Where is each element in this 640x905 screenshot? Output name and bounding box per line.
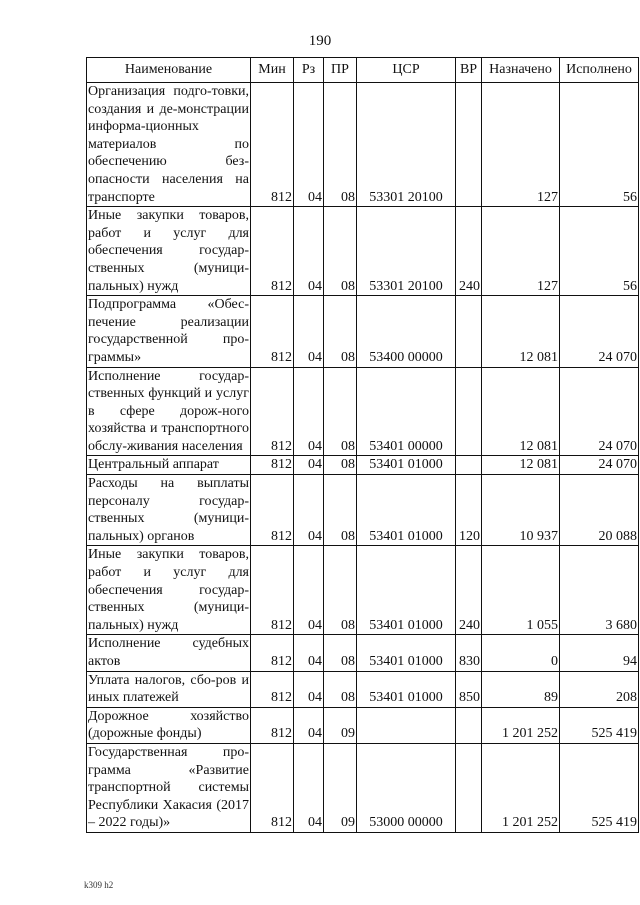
cell-min: 812 [251,296,294,367]
cell-assigned: 127 [482,83,560,207]
cell-pr: 08 [324,367,357,456]
cell-vr: 240 [456,207,482,296]
cell-min: 812 [251,207,294,296]
cell-assigned: 89 [482,671,560,707]
cell-executed: 525 419 [560,743,639,832]
cell-vr: 850 [456,671,482,707]
header-executed: Исполнено [560,58,639,83]
table-row [87,743,639,832]
header-name: Наименование [87,58,251,83]
budget-table [86,57,639,833]
cell-rz: 04 [294,475,324,546]
table-row [87,546,639,635]
cell-rz: 04 [294,367,324,456]
table-row [87,296,639,367]
table-header-row [87,58,639,83]
cell-name: Государственная про-грамма «Развитие транспортной системы Республики Хакасия (2017 – 2022 годы)» [87,743,251,832]
cell-pr: 09 [324,707,357,743]
cell-pr: 08 [324,456,357,475]
table-row [87,475,639,546]
cell-min: 812 [251,456,294,475]
cell-executed: 56 [560,83,639,207]
cell-rz: 04 [294,707,324,743]
cell-rz: 04 [294,743,324,832]
cell-vr: 830 [456,635,482,671]
cell-vr [456,456,482,475]
cell-assigned: 1 201 252 [482,743,560,832]
cell-vr [456,367,482,456]
cell-rz: 04 [294,671,324,707]
cell-name: Иные закупки товаров, работ и услуг для обеспечения государ-ственных (муници-пальных) нужд [87,207,251,296]
table-row [87,207,639,296]
cell-min: 812 [251,546,294,635]
table-row [87,367,639,456]
cell-assigned: 12 081 [482,456,560,475]
cell-vr [456,296,482,367]
cell-vr [456,707,482,743]
cell-executed: 525 419 [560,707,639,743]
cell-assigned: 0 [482,635,560,671]
cell-min: 812 [251,671,294,707]
table-row [87,635,639,671]
cell-rz: 04 [294,296,324,367]
header-min: Мин [251,58,294,83]
cell-rz: 04 [294,546,324,635]
cell-csr: 53401 01000 [357,475,456,546]
cell-csr: 53000 00000 [357,743,456,832]
cell-assigned: 1 201 252 [482,707,560,743]
page-number: 190 [308,33,332,49]
cell-vr: 240 [456,546,482,635]
cell-vr: 120 [456,475,482,546]
cell-executed: 3 680 [560,546,639,635]
cell-csr: 53301 20100 [357,83,456,207]
cell-name: Исполнение судебных актов [87,635,251,671]
table-row [87,83,639,207]
cell-csr: 53400 00000 [357,296,456,367]
cell-name: Уплата налогов, сбо-ров и иных платежей [87,671,251,707]
cell-executed: 24 070 [560,367,639,456]
cell-csr: 53401 01000 [357,671,456,707]
cell-name: Иные закупки товаров, работ и услуг для обеспечения государ-ственных (муници-пальных) нужд [87,546,251,635]
cell-executed: 24 070 [560,296,639,367]
cell-pr: 08 [324,296,357,367]
header-vr: ВР [456,58,482,83]
header-assigned: Назначено [482,58,560,83]
cell-executed: 208 [560,671,639,707]
cell-name: Дорожное хозяйство (дорожные фонды) [87,707,251,743]
cell-pr: 08 [324,83,357,207]
header-pr: ПР [324,58,357,83]
footer-code: k309 h2 [84,880,114,890]
table-body [87,83,639,833]
cell-executed: 24 070 [560,456,639,475]
table-row [87,456,639,475]
table-row [87,671,639,707]
cell-csr: 53401 01000 [357,456,456,475]
cell-min: 812 [251,743,294,832]
cell-executed: 94 [560,635,639,671]
cell-pr: 09 [324,743,357,832]
cell-csr: 53401 01000 [357,635,456,671]
cell-pr: 08 [324,671,357,707]
cell-assigned: 12 081 [482,296,560,367]
cell-min: 812 [251,367,294,456]
cell-rz: 04 [294,83,324,207]
cell-name: Центральный аппарат [87,456,251,475]
cell-csr: 53401 01000 [357,546,456,635]
header-rz: Рз [294,58,324,83]
cell-csr: 53401 00000 [357,367,456,456]
cell-assigned: 1 055 [482,546,560,635]
cell-rz: 04 [294,207,324,296]
cell-assigned: 12 081 [482,367,560,456]
cell-executed: 20 088 [560,475,639,546]
cell-vr [456,83,482,207]
cell-vr [456,743,482,832]
cell-name: Организация подго-товки, создания и де-монстрации информа-ционных материалов по обеспечению без-опасности населения на транспорте [87,83,251,207]
cell-rz: 04 [294,635,324,671]
cell-pr: 08 [324,546,357,635]
header-csr: ЦСР [357,58,456,83]
cell-name: Подпрограмма «Обес-печение реализации государственной про-граммы» [87,296,251,367]
cell-assigned: 10 937 [482,475,560,546]
cell-pr: 08 [324,475,357,546]
table-row [87,707,639,743]
cell-name: Расходы на выплаты персоналу государ-ственных (муници-пальных) органов [87,475,251,546]
cell-executed: 56 [560,207,639,296]
cell-min: 812 [251,475,294,546]
cell-csr [357,707,456,743]
cell-rz: 04 [294,456,324,475]
cell-min: 812 [251,635,294,671]
cell-name: Исполнение государ-ственных функций и услуг в сфере дорож-ного хозяйства и транспортного обслу-живания населения [87,367,251,456]
cell-pr: 08 [324,635,357,671]
cell-assigned: 127 [482,207,560,296]
cell-pr: 08 [324,207,357,296]
cell-min: 812 [251,707,294,743]
cell-csr: 53301 20100 [357,207,456,296]
cell-min: 812 [251,83,294,207]
